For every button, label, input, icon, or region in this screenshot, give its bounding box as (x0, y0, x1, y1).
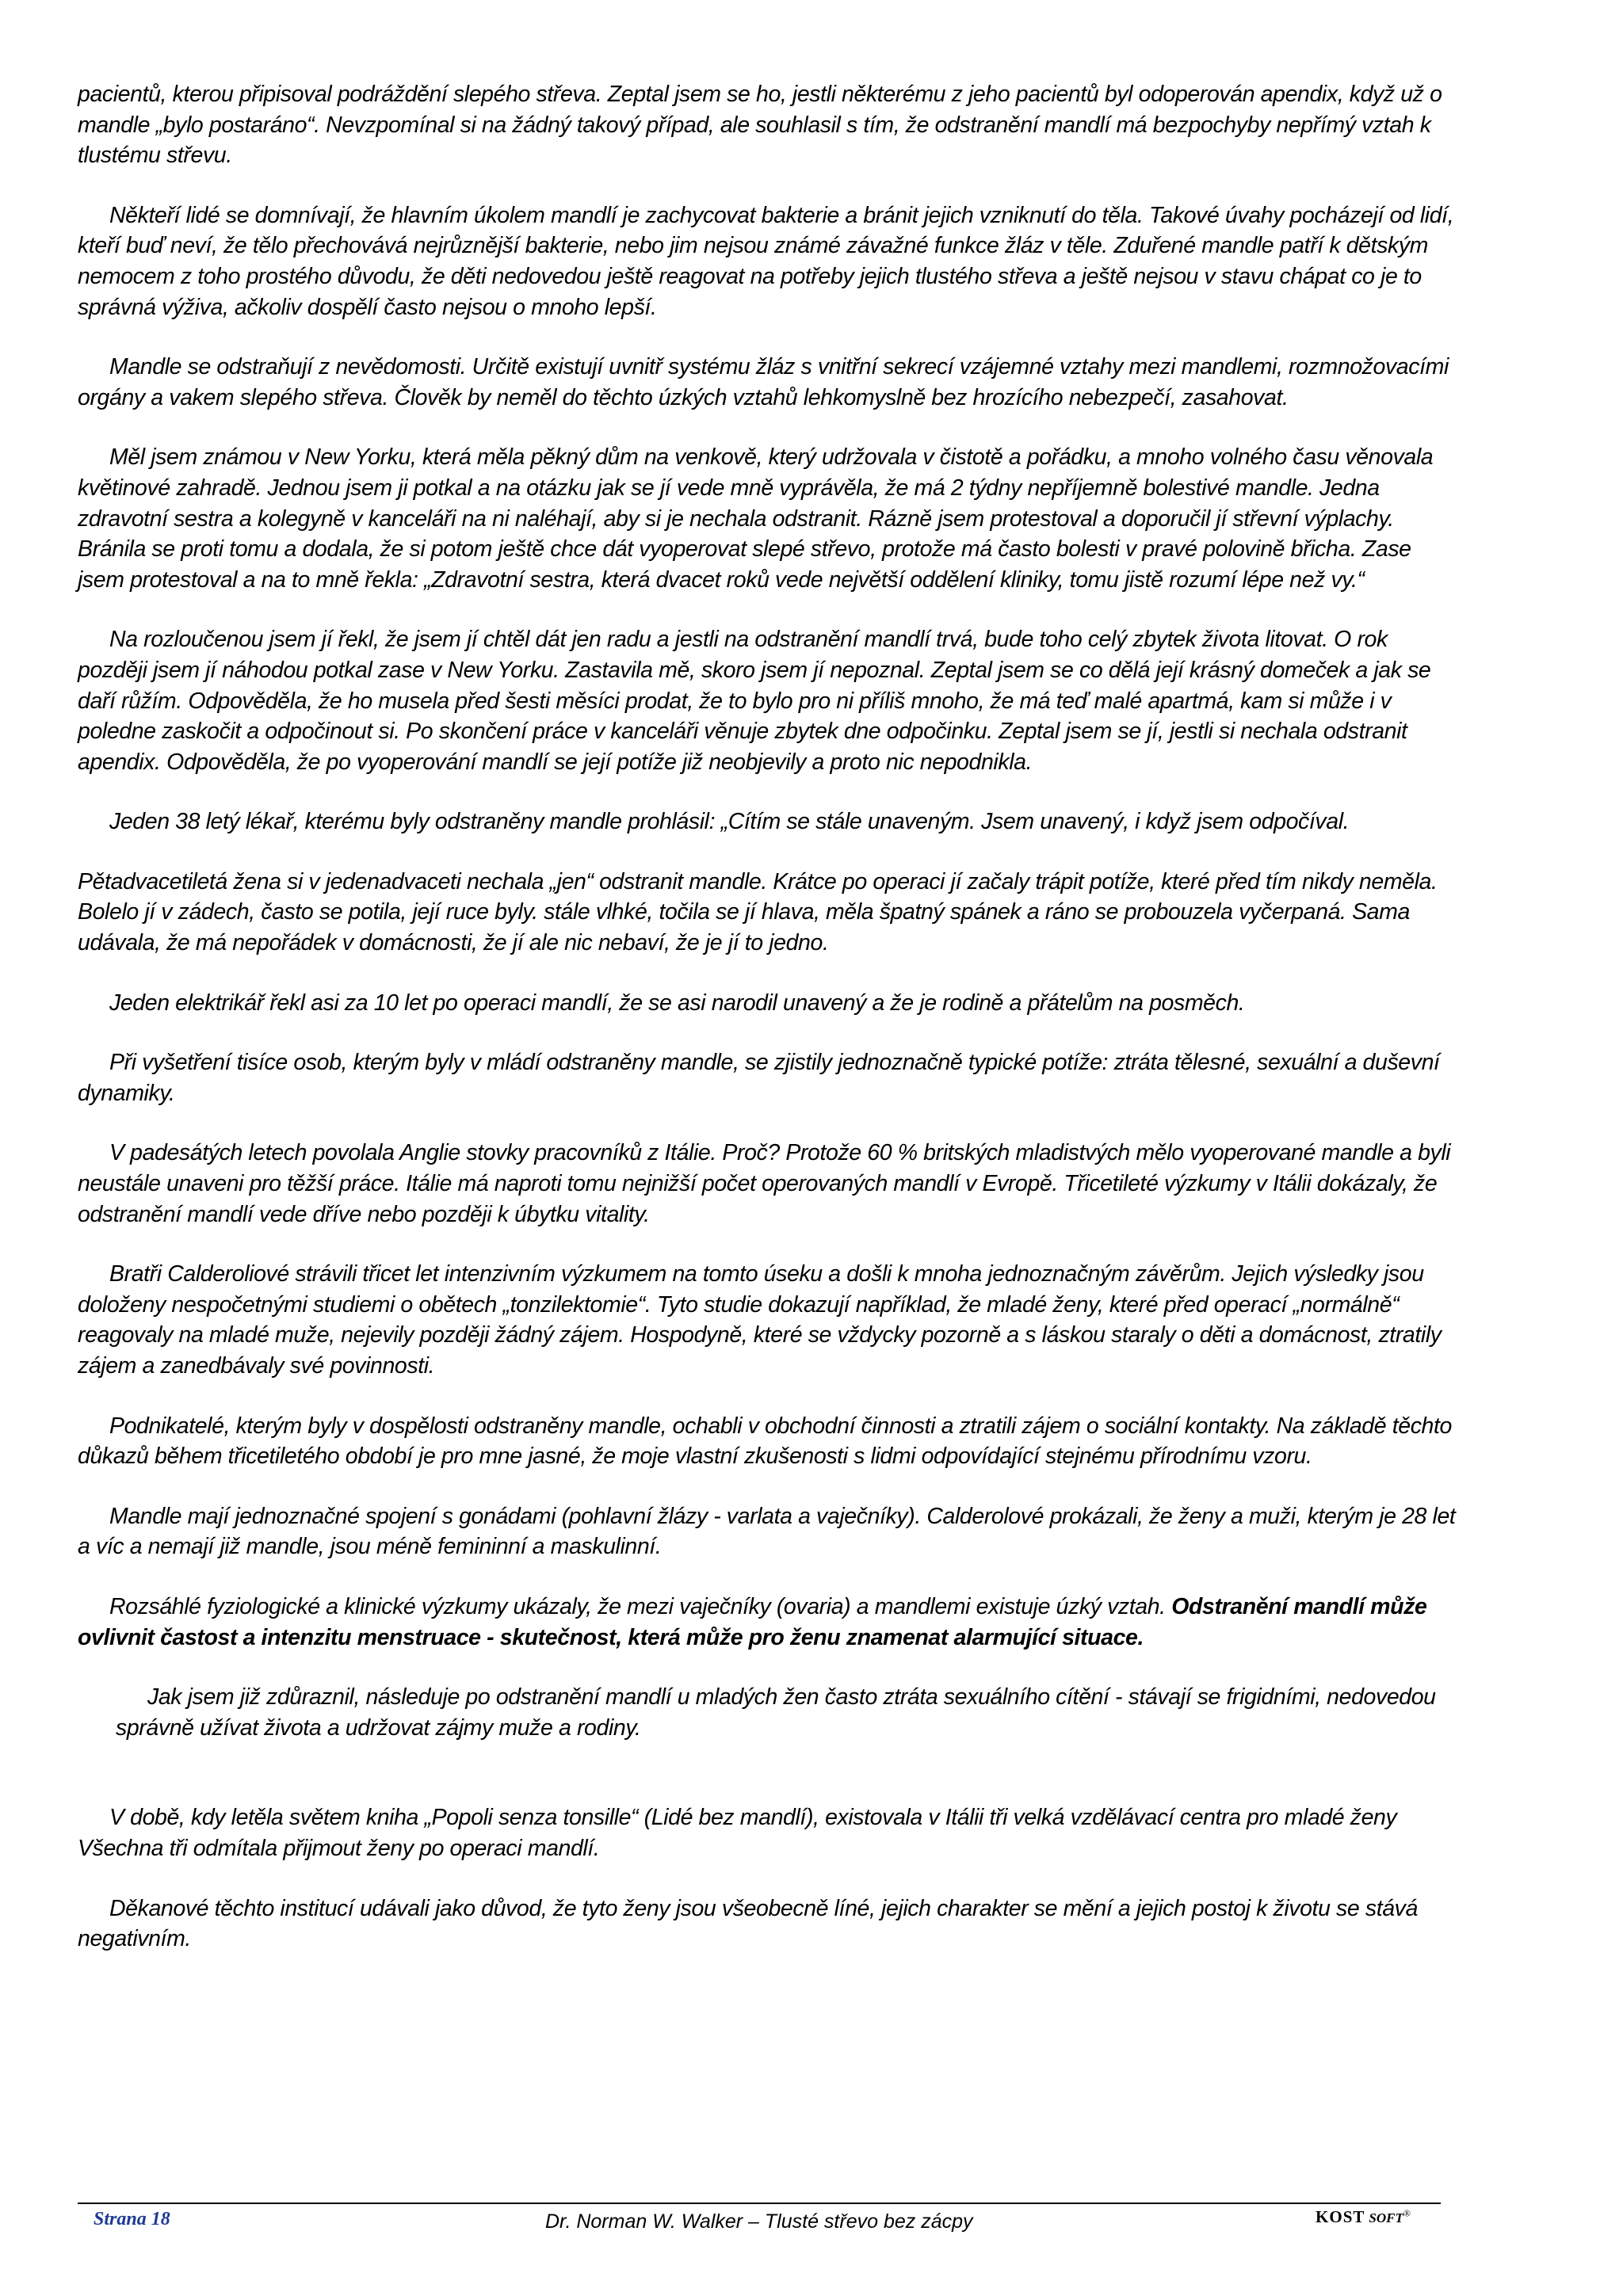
paragraph-with-emphasis (78, 1592, 1457, 1653)
emphasis-text: Odstranění mandlí může ovlivnit častost a intenzitu menstruace - skutečnost, která může pro ženu znamenat alarmující situace. (78, 1593, 1427, 1650)
paragraph: Jeden elektrikář řekl asi za 10 let po operaci mandlí, že se asi narodil unavený a že je rodině a přátelům na posměch. (109, 990, 1245, 1016)
registered-mark: ® (1403, 2207, 1411, 2219)
paragraph: Měl jsem známou v New Yorku, která měla pěkný dům na venkově, který udržovala v čistotě a pořádku, a mnoho volného času věnovala květinové zahradě. Jednou jsem ji potkal a na otázku jak se jí vede mně vyprávěla, že má 2 týdny nepříjemně bolestivé mandle. Jedna zdravotní sestra a kolegyně v kanceláři na ni naléhají, aby si je nechala odstranit. Rázně jsem protestoval a doporučil jí střevní výplachy. Bránila se proti tomu a dodala, že si potom ještě chce dát vyoperovat slepé střevo, protože má často bolesti v pravé polovině břicha. Zase jsem protestoval a na to mně řekla: „Zdravotní sestra, která dvacet roků vede největší oddělení kliniky, tomu jistě rozumí lépe než vy.“ (78, 444, 1434, 593)
logo-brand: KOST (1316, 2207, 1365, 2226)
publisher-logo (1316, 2207, 1411, 2227)
page-footer (78, 2203, 1441, 2236)
paragraph: Při vyšetření tisíce osob, kterým byly v mládí odstraněny mandle, se zjistily jednoznačně typické potíže: ztráta tělesné, sexuální a duševní dynamiky. (78, 1050, 1440, 1106)
body-text (78, 79, 1457, 1984)
paragraph: Jeden 38 letý lékař, kterému byly odstraněny mandle prohlásil: „Cítím se stále unaveným. Jsem unavený, i když jsem odpočíval. (109, 809, 1350, 835)
paragraph: V padesátých letech povolala Anglie stovky pracovníků z Itálie. Proč? Protože 60 % britských mladistvých mělo vyoperované mandle a byli neustále unaveni pro těžší práce. Itálie má naproti tomu nejnižší počet operovaných mandlí v Evropě. Třicetileté výzkumy v Itálii dokázaly, že odstranění mandlí vede dříve nebo později k úbytku vitality. (78, 1140, 1451, 1227)
indented-paragraph: Jak jsem již zdůraznil, následuje po odstranění mandlí u mladých žen často ztráta sexuálního cítění - stávají se frigidními, nedovedou správně užívat života a udržovat zájmy muže a rodiny. (116, 1684, 1436, 1741)
paragraph: Mandle se odstraňují z nevědomosti. Určitě existují uvnitř systému žláz s vnitřní sekrecí vzájemné vztahy mezi mandlemi, rozmnožovacími orgány a vakem slepého střeva. Člověk by neměl do těchto úzkých vztahů lehkomyslně bez hrozícího nebezpečí, zasahovat. (78, 354, 1449, 410)
paragraph: Podnikatelé, kterým byly v dospělosti odstraněny mandle, ochabli v obchodní činnosti a ztratili zájem o sociální kontakty. Na základě těchto důkazů během třicetiletého období je pro mne jasné, že moje vlastní zkušenosti s lidmi odpovídající stejnému přírodnímu vzoru. (78, 1413, 1452, 1470)
running-title: Dr. Norman W. Walker – Tlusté střevo bez zácpy (545, 2210, 973, 2233)
paragraph: Někteří lidé se domnívají, že hlavním úkolem mandlí je zachycovat bakterie a bránit jejich vzniknutí do těla. Takové úvahy pocházejí od lidí, kteří buď neví, že tělo přechovává nejrůznější bakterie, nebo jim nejsou známé závažné funkce žláz v těle. Zduřené mandle patří k dětským nemocem z toho prostého důvodu, že děti nedovedou ještě reagovat na potřeby jejich tlustého střeva a ještě nejsou v stavu chápat co je to správná výživa, ačkoliv dospělí často nejsou o mnoho lepší. (78, 202, 1454, 320)
logo-suffix: SOFT (1369, 2210, 1403, 2225)
paragraph: Děkanové těchto institucí udávali jako důvod, že tyto ženy jsou všeobecně líné, jejich charakter se mění a jejich postoj k životu se stává negativním. (78, 1895, 1418, 1952)
paragraph: Na rozloučenou jsem jí řekl, že jsem jí chtěl dát jen radu a jestli na odstranění mandlí trvá, bude toho celý zbytek života litovat. O rok později jsem jí náhodou potkal zase v New Yorku. Zastavila mě, skoro jsem jí nepoznal. Zeptal jsem se co dělá její krásný domeček a jak se daří růžím. Odpověděla, že ho musela před šesti měsíci prodat, že to bylo pro ni příliš mnoho, že má teď malé apartmá, kam si může i v poledne zaskočit a odpočinout si. Po skončení práce v kanceláři věnuje zbytek dne odpočinku. Zeptal jsem se jí, jestli si nechala odstranit apendix. Odpověděla, že po vyoperování mandlí se její potíže již neobjevily a proto nic nepodnikla. (78, 627, 1431, 775)
paragraph: V době, kdy letěla světem kniha „Popoli senza tonsille“ (Lidé bez mandlí), existovala v Itálii tři velká vzdělávací centra pro mladé ženy Všechna tři odmítala přijmout ženy po operaci mandlí. (78, 1805, 1397, 1861)
paragraph: Mandle mají jednoznačné spojení s gonádami (pohlavní žlázy - varlata a vaječníky). Calderolové prokázali, že ženy a muži, kterým je 28 let a víc a nemají již mandle, jsou méně femininní a maskulinní. (78, 1503, 1456, 1560)
paragraph: Bratři Calderoliové strávili třicet let intenzivním výzkumem na tomto úseku a došli k mnoha jednoznačným závěrům. Jejich výsledky jsou doloženy nespočetnými studiemi o obětech „tonzilektomie“. Tyto studie dokazují například, že mladé ženy, které před operací „normálně“ reagovaly na mladé muže, nejevily později žádný zájem. Hospodyně, které se vždycky pozorně a s láskou staraly o děti a domácnost, ztratily zájem a zanedbávaly své povinnosti. (78, 1261, 1442, 1379)
page-number: Strana 18 (94, 2209, 170, 2229)
paragraph: Pětadvacetiletá žena si v jedenadvaceti nechala „jen“ odstranit mandle. Krátce po operaci jí začaly trápit potíže, které před tím nikdy neměla. Bolelo jí v zádech, často se potila, její ruce byly. stále vlhké, točila se jí hlava, měla špatný spánek a ráno se probouzela vyčerpaná. Sama udávala, že má nepořádek v domácnosti, že jí ale nic nebaví, že je jí to jedno. (78, 868, 1438, 956)
paragraph: pacientů, kterou připisoval podráždění slepého střeva. Zeptal jsem se ho, jestli některému z jeho pacientů byl odoperován apendix, když už o mandle „bylo postaráno“. Nevzpomínal si na žádný takový případ, ale souhlasil s tím, že odstranění mandlí má bezpochyby nepřímý vztah k tlustému střevu. (78, 82, 1442, 169)
paragraph-text: Rozsáhlé fyziologické a klinické výzkumy ukázaly, že mezi vaječníky (ovaria) a mandlemi existuje úzký vztah. (109, 1593, 1172, 1619)
